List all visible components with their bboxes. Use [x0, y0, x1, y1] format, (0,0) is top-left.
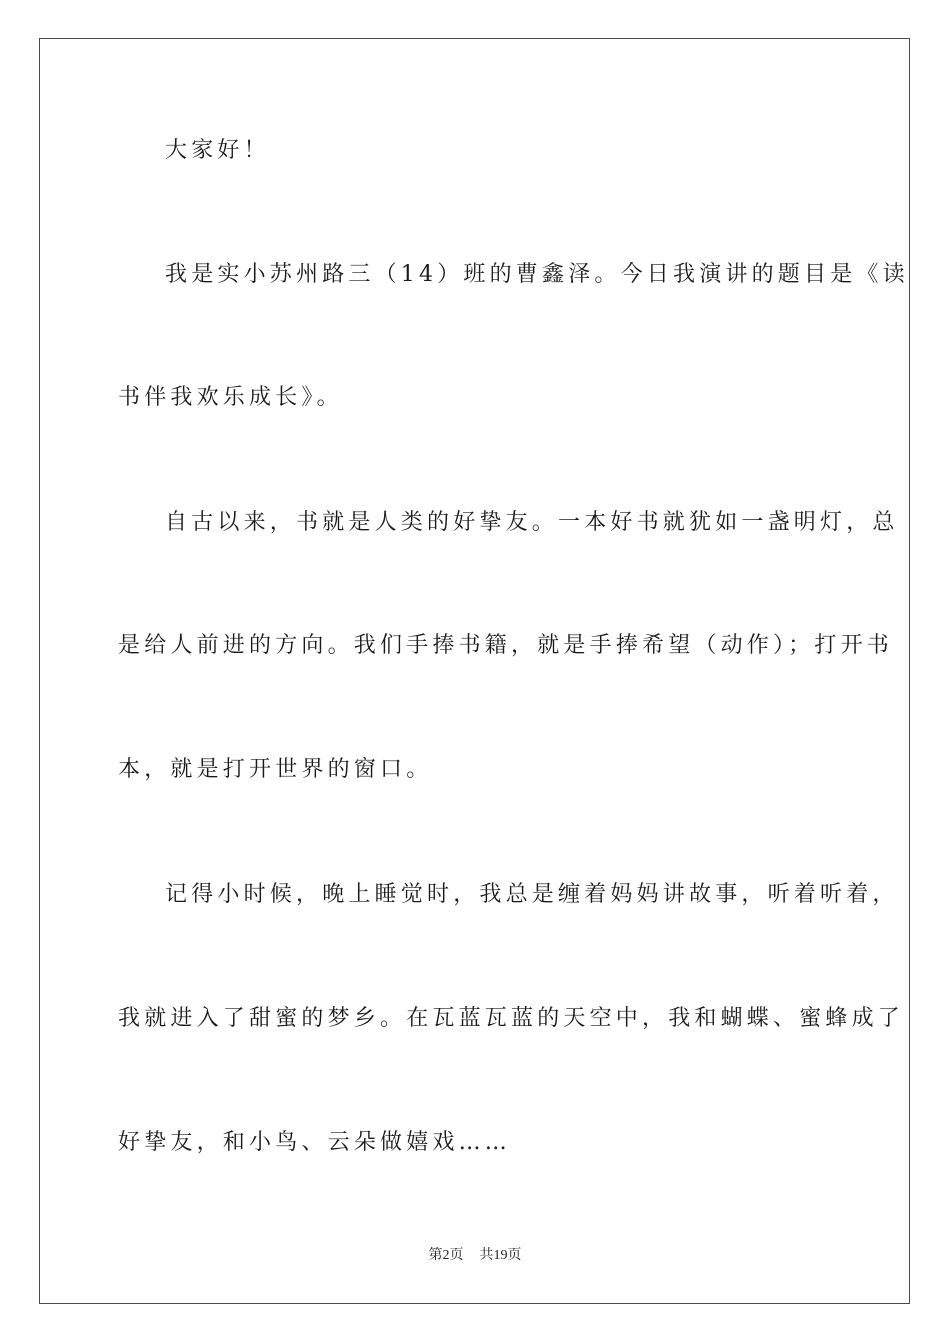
page-footer [0, 1247, 950, 1265]
paragraph-3-line-3: 好挚友，和小鸟、云朵做嬉戏…… [118, 1130, 512, 1155]
total-pages-label: 共19页 [479, 1248, 522, 1263]
current-page-label: 第2页 [428, 1248, 464, 1263]
paragraph-1-line-1: 我是实小苏州路三（14）班的曹鑫泽。今日我演讲的题目是《读 [165, 262, 909, 287]
paragraph-1-line-2: 书伴我欢乐成长》。 [118, 385, 343, 410]
paragraph-2-line-1: 自古以来，书就是人类的好挚友。一本好书就犹如一盏明灯，总 [165, 510, 899, 535]
greeting-line: 大家好！ [165, 138, 270, 163]
paragraph-2-line-3: 本，就是打开世界的窗口。 [118, 757, 433, 782]
paragraph-2-line-2: 是给人前进的方向。我们手捧书籍，就是手捧希望（动作）；打开书 [118, 633, 894, 658]
paragraph-3-line-2: 我就进入了甜蜜的梦乡。在瓦蓝瓦蓝的天空中，我和蝴蝶、蜜蜂成了 [118, 1006, 905, 1031]
paragraph-3-line-1: 记得小时候，晚上睡觉时，我总是缠着妈妈讲故事，听着听着， [165, 882, 899, 907]
page-border [39, 38, 910, 1304]
